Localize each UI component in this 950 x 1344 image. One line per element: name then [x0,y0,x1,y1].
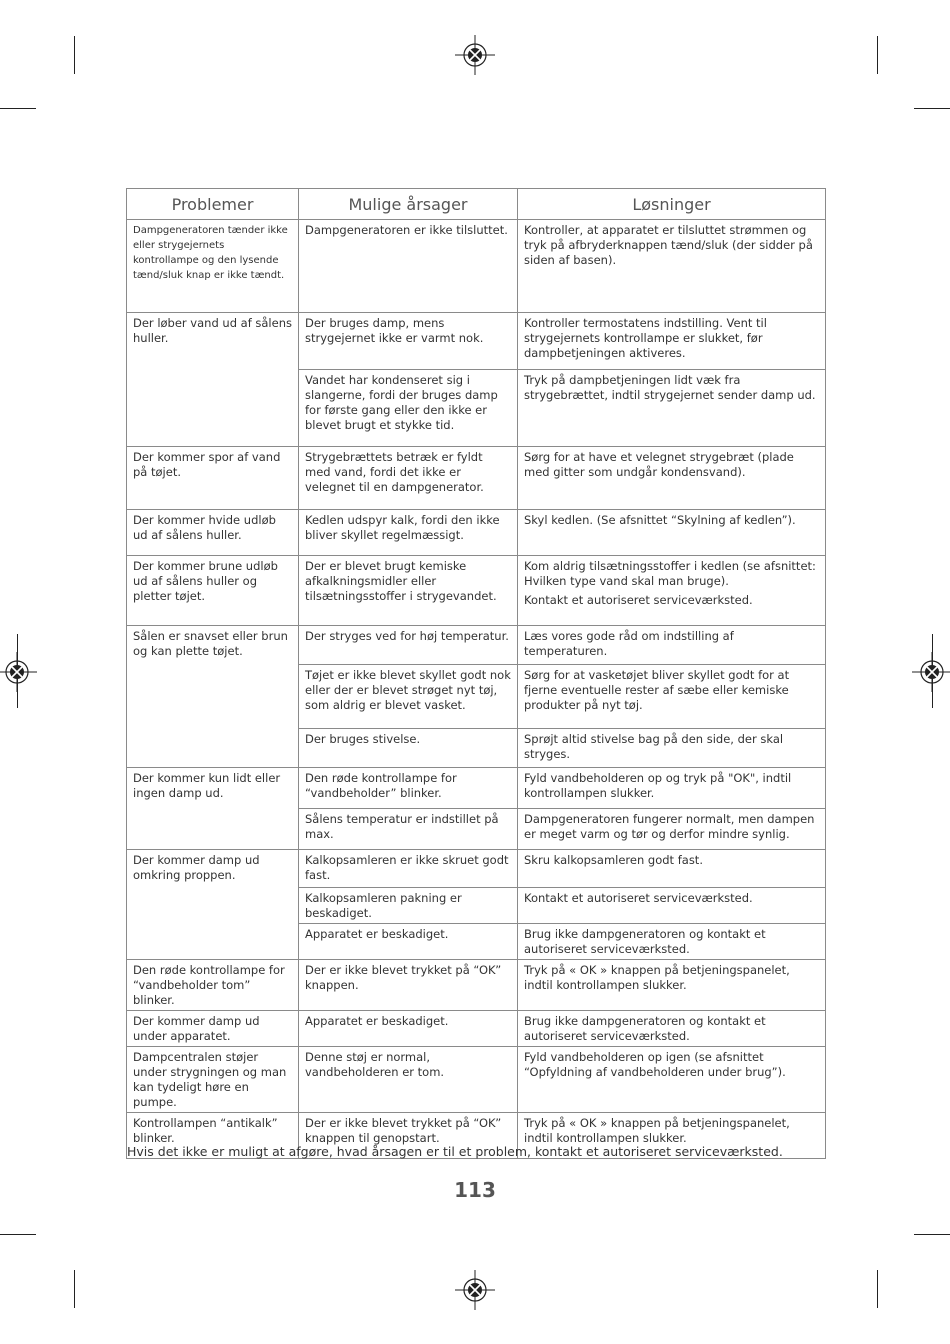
cause-cell: Der er ikke blevet trykket på “OK” knappen til genopstart. [299,1113,518,1159]
cause-cell: Denne støj er normal, vandbeholderen er tom. [299,1047,518,1113]
solution-cell: Sørg for at have et velegnet strygebræt (plade med gitter som undgår kondensvand). [518,447,826,510]
crop-mark [0,108,36,109]
problem-cell: Der kommer damp ud under apparatet. [127,1011,299,1047]
solution-cell: Sørg for at vasketøjet bliver skyllet godt for at fjerne eventuelle rester af sæbe eller kemiske produkter på nyt tøj. [518,665,826,729]
registration-mark-icon [455,1270,495,1310]
table-row [127,447,826,510]
solution-cell: Kontakt et autoriseret serviceværksted. [518,888,826,924]
problem-cell: Dampgeneratoren tænder ikke eller strygejernets kontrollampe og den lysende tænd/sluk knap er ikke tændt. [127,220,299,313]
solution-cell: Dampgeneratoren fungerer normalt, men dampen er meget varm og tør og derfor mindre synlig. [518,809,826,850]
cause-cell: Tøjet er ikke blevet skyllet godt nok eller der er blevet strøget nyt tøj, som aldrig er blevet vasket. [299,665,518,729]
table-row [127,1047,826,1113]
crop-mark [914,1234,950,1235]
crop-mark [914,108,950,109]
registration-mark-icon [455,35,495,75]
cause-cell: Der bruges damp, mens strygejernet ikke er varmt nok. [299,313,518,370]
header-causes: Mulige årsager [299,189,518,220]
cause-cell: Der er blevet brugt kemiske afkalkningsmidler eller tilsætningsstoffer i strygevandet. [299,556,518,626]
problem-cell: Der kommer damp ud omkring proppen. [127,850,299,960]
crop-mark [0,1234,36,1235]
registration-mark-icon [912,652,950,692]
solution-cell: Brug ikke dampgeneratoren og kontakt et autoriseret serviceværksted. [518,1011,826,1047]
table-row [127,510,826,556]
crop-mark [74,36,75,74]
cause-cell: Dampgeneratoren er ikke tilsluttet. [299,220,518,313]
cause-cell: Apparatet er beskadiget. [299,924,518,960]
crop-mark [877,1270,878,1308]
crop-mark [877,36,878,74]
table-row [127,1011,826,1047]
solution-line: Kontakt et autoriseret serviceværksted. [524,593,753,607]
cause-cell: Der er ikke blevet trykket på “OK” knappen. [299,960,518,1011]
cause-cell: Apparatet er beskadiget. [299,1011,518,1047]
problem-cell: Dampcentralen støjer under strygningen og man kan tydeligt høre en pumpe. [127,1047,299,1113]
table-row [127,768,826,809]
cause-cell: Den røde kontrollampe for “vandbeholder” blinker. [299,768,518,809]
cause-cell: Kalkopsamleren er ikke skruet godt fast. [299,850,518,888]
problem-cell: Der kommer spor af vand på tøjet. [127,447,299,510]
cause-cell: Der bruges stivelse. [299,729,518,768]
problem-cell: Der kommer hvide udløb ud af sålens huller. [127,510,299,556]
table-row [127,960,826,1011]
solution-cell: Læs vores gode råd om indstilling af temperaturen. [518,626,826,665]
problem-cell: Der løber vand ud af sålens huller. [127,313,299,447]
solution-cell: Skyl kedlen. (Se afsnittet “Skylning af kedlen”). [518,510,826,556]
footnote: Hvis det ikke er muligt at afgøre, hvad årsagen er til et problem, kontakt et autoriseret serviceværksted. [127,1144,783,1159]
problem-cell: Der kommer brune udløb ud af sålens huller og pletter tøjet. [127,556,299,626]
cause-cell: Strygebrættets betræk er fyldt med vand, fordi det ikke er velegnet til en dampgenerator. [299,447,518,510]
troubleshooting-table [126,188,826,1159]
cause-cell: Der stryges ved for høj temperatur. [299,626,518,665]
crop-mark [74,1270,75,1308]
solution-cell: Brug ikke dampgeneratoren og kontakt et autoriseret serviceværksted. [518,924,826,960]
solution-cell: Skru kalkopsamleren godt fast. [518,850,826,888]
solution-cell: Tryk på « OK » knappen på betjeningspanelet, indtil kontrollampen slukker. [518,1113,826,1159]
table-row [127,556,826,626]
table-row [127,220,826,313]
cause-cell: Kalkopsamleren pakning er beskadiget. [299,888,518,924]
solution-cell: Tryk på « OK » knappen på betjeningspanelet, indtil kontrollampen slukker. [518,960,826,1011]
table-row [127,626,826,665]
table-header-row [127,189,826,220]
cause-cell: Vandet har kondenseret sig i slangerne, fordi der bruges damp for første gang eller den ikke er blevet brugt et stykke tid. [299,370,518,447]
page-number: 113 [454,1178,496,1202]
problem-cell: Kontrollampen “antikalk” blinker. [127,1113,299,1159]
problem-cell: Den røde kontrollampe for “vandbeholder tom” blinker. [127,960,299,1011]
table-row [127,313,826,370]
solution-cell: Sprøjt altid stivelse bag på den side, der skal stryges. [518,729,826,768]
problem-cell: Der kommer kun lidt eller ingen damp ud. [127,768,299,850]
solution-cell: Kontroller, at apparatet er tilsluttet strømmen og tryk på afbryderknappen tænd/sluk (der sidder på siden af basen). [518,220,826,313]
table-row [127,850,826,888]
header-problems: Problemer [127,189,299,220]
solution-cell: Tryk på dampbetjeningen lidt væk fra strygebrættet, indtil strygejernet sender damp ud. [518,370,826,447]
cause-cell: Kedlen udspyr kalk, fordi den ikke bliver skyllet regelmæssigt. [299,510,518,556]
registration-mark-icon [0,652,37,692]
problem-cell: Sålen er snavset eller brun og kan plette tøjet. [127,626,299,768]
solution-line: Kom aldrig tilsætningsstoffer i kedlen (se afsnittet: Hvilken type vand skal man bruge). [524,559,816,588]
solution-cell: Kontroller termostatens indstilling. Vent til strygejernets kontrollampe er slukket, før dampbetjeningen aktiveres. [518,313,826,370]
header-solutions: Løsninger [518,189,826,220]
cause-cell: Sålens temperatur er indstillet på max. [299,809,518,850]
solution-cell: Fyld vandbeholderen op og tryk på "OK", indtil kontrollampen slukker. [518,768,826,809]
solution-cell [518,556,826,626]
solution-cell: Fyld vandbeholderen op igen (se afsnittet “Opfyldning af vandbeholderen under brug”). [518,1047,826,1113]
